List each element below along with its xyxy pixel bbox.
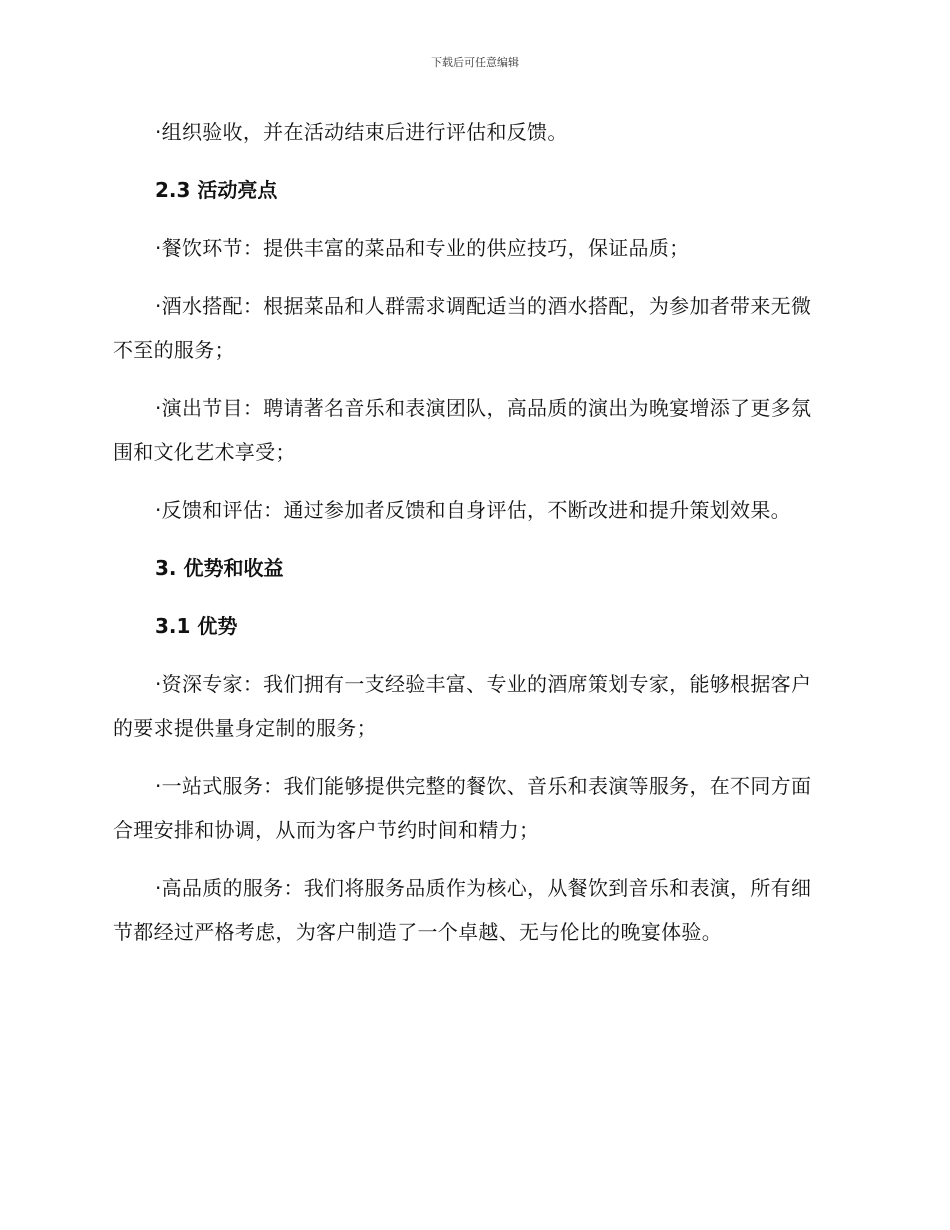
document-body (113, 110, 825, 968)
paragraph-experts: ·资深专家：我们拥有一支经验丰富、专业的酒席策划专家，能够根据客户的要求提供量身定制的服务； (113, 672, 812, 740)
page-header: 下载后可任意编辑 (431, 56, 519, 69)
section-heading-3-1: 3.1 优势 (155, 614, 238, 638)
section-heading-2-3: 2.3 活动亮点 (155, 178, 278, 202)
paragraph-one-stop: ·一站式服务：我们能够提供完整的餐饮、音乐和表演等服务，在不同方面合理安排和协调，从而为客户节约时间和精力； (113, 774, 812, 842)
paragraph-feedback: ·反馈和评估：通过参加者反馈和自身评估，不断改进和提升策划效果。 (155, 498, 791, 522)
paragraph-performance: ·演出节目：聘请著名音乐和表演团队，高品质的演出为晚宴增添了更多氛围和文化艺术享受； (113, 396, 812, 464)
section-heading-3: 3. 优势和收益 (155, 556, 284, 580)
paragraph-drinks: ·酒水搭配：根据菜品和人群需求调配适当的酒水搭配，为参加者带来无微不至的服务； (113, 294, 812, 362)
paragraph-acceptance: ·组织验收，并在活动结束后进行评估和反馈。 (155, 120, 568, 144)
paragraph-quality: ·高品质的服务：我们将服务品质作为核心，从餐饮到音乐和表演，所有细节都经过严格考虑，为客户制造了一个卓越、无与伦比的晚宴体验。 (113, 876, 812, 944)
paragraph-catering: ·餐饮环节：提供丰富的菜品和专业的供应技巧，保证品质； (155, 236, 690, 260)
